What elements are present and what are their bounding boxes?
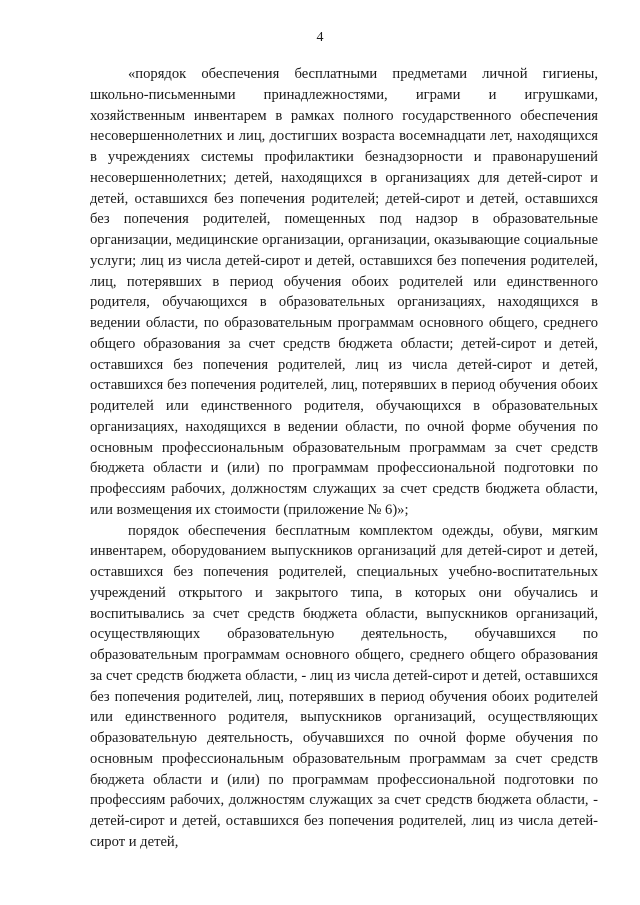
paragraph-clothing-kit: порядок обеспечения бесплатным комплектом одежды, обуви, мягким инвентарем, оборудованием выпускников организаций для детей-сирот и детей, оставшихся без попечения родителей, специальных учебно-воспитательных учреждений открытого и закрытого типа, в которых они обучались и воспитывались за счет средств бюджета области, выпускников организаций, осуществляющих образовательную деятельность, обучавшихся по образовательным программам основного общего, среднего общего образования за счет средств бюджета области, - лиц из числа детей-сирот и детей, оставшихся без попечения родителей, лиц, потерявших в период обучения обоих родителей или единственного родителя, выпускников организаций, осуществляющих образовательную деятельность, обучавшихся по очной форме обучения по основным профессиональным образовательным программам за счет средств бюджета области и (или) по программам профессиональной подготовки по профессиям рабочих, должностям служащих за счет средств бюджета области, - детей-сирот и детей, оставшихся без попечения родителей, лиц из числа детей-сирот и детей,	[90, 522, 598, 850]
page-number: 4	[316, 30, 324, 45]
body-text	[90, 64, 598, 853]
paragraph-hygiene-supplies: «порядок обеспечения бесплатными предметами личной гигиены, школьно-письменными принадлежностями, играми и игрушками, хозяйственным инвентарем в рамках полного государственного обеспечения несовершеннолетних и лиц, достигших возраста восемнадцати лет, находящихся в учреждениях системы профилактики безнадзорности и правонарушений несовершеннолетних; детей, находящихся в организациях для детей-сирот и детей, оставшихся без попечения родителей; детей-сирот и детей, оставшихся без попечения родителей, помещенных под надзор в образовательные организации, медицинские организации, организации, оказывающие социальные услуги; лиц из числа детей-сирот и детей, оставшихся без попечения родителей, лиц, потерявших в период обучения обоих родителей или единственного родителя, обучающихся в образовательных организациях, находящихся в ведении области, по образовательным программам основного общего, среднего общего образования за счет средств бюджета области; детей-сирот и детей, оставшихся без попечения родителей, лиц из числа детей-сирот и детей, оставшихся без попечения родителей, лиц, потерявших в период обучения обоих родителей или единственного родителя, обучающихся в образовательных организациях, находящихся в ведении области, по очной форме обучения по основным профессиональным образовательным программам за счет средств бюджета области и (или) по программам профессиональной подготовки по профессиям рабочих, должностям служащих за счет средств бюджета области, или возмещения их стоимости (приложение № 6)»;	[90, 66, 598, 518]
